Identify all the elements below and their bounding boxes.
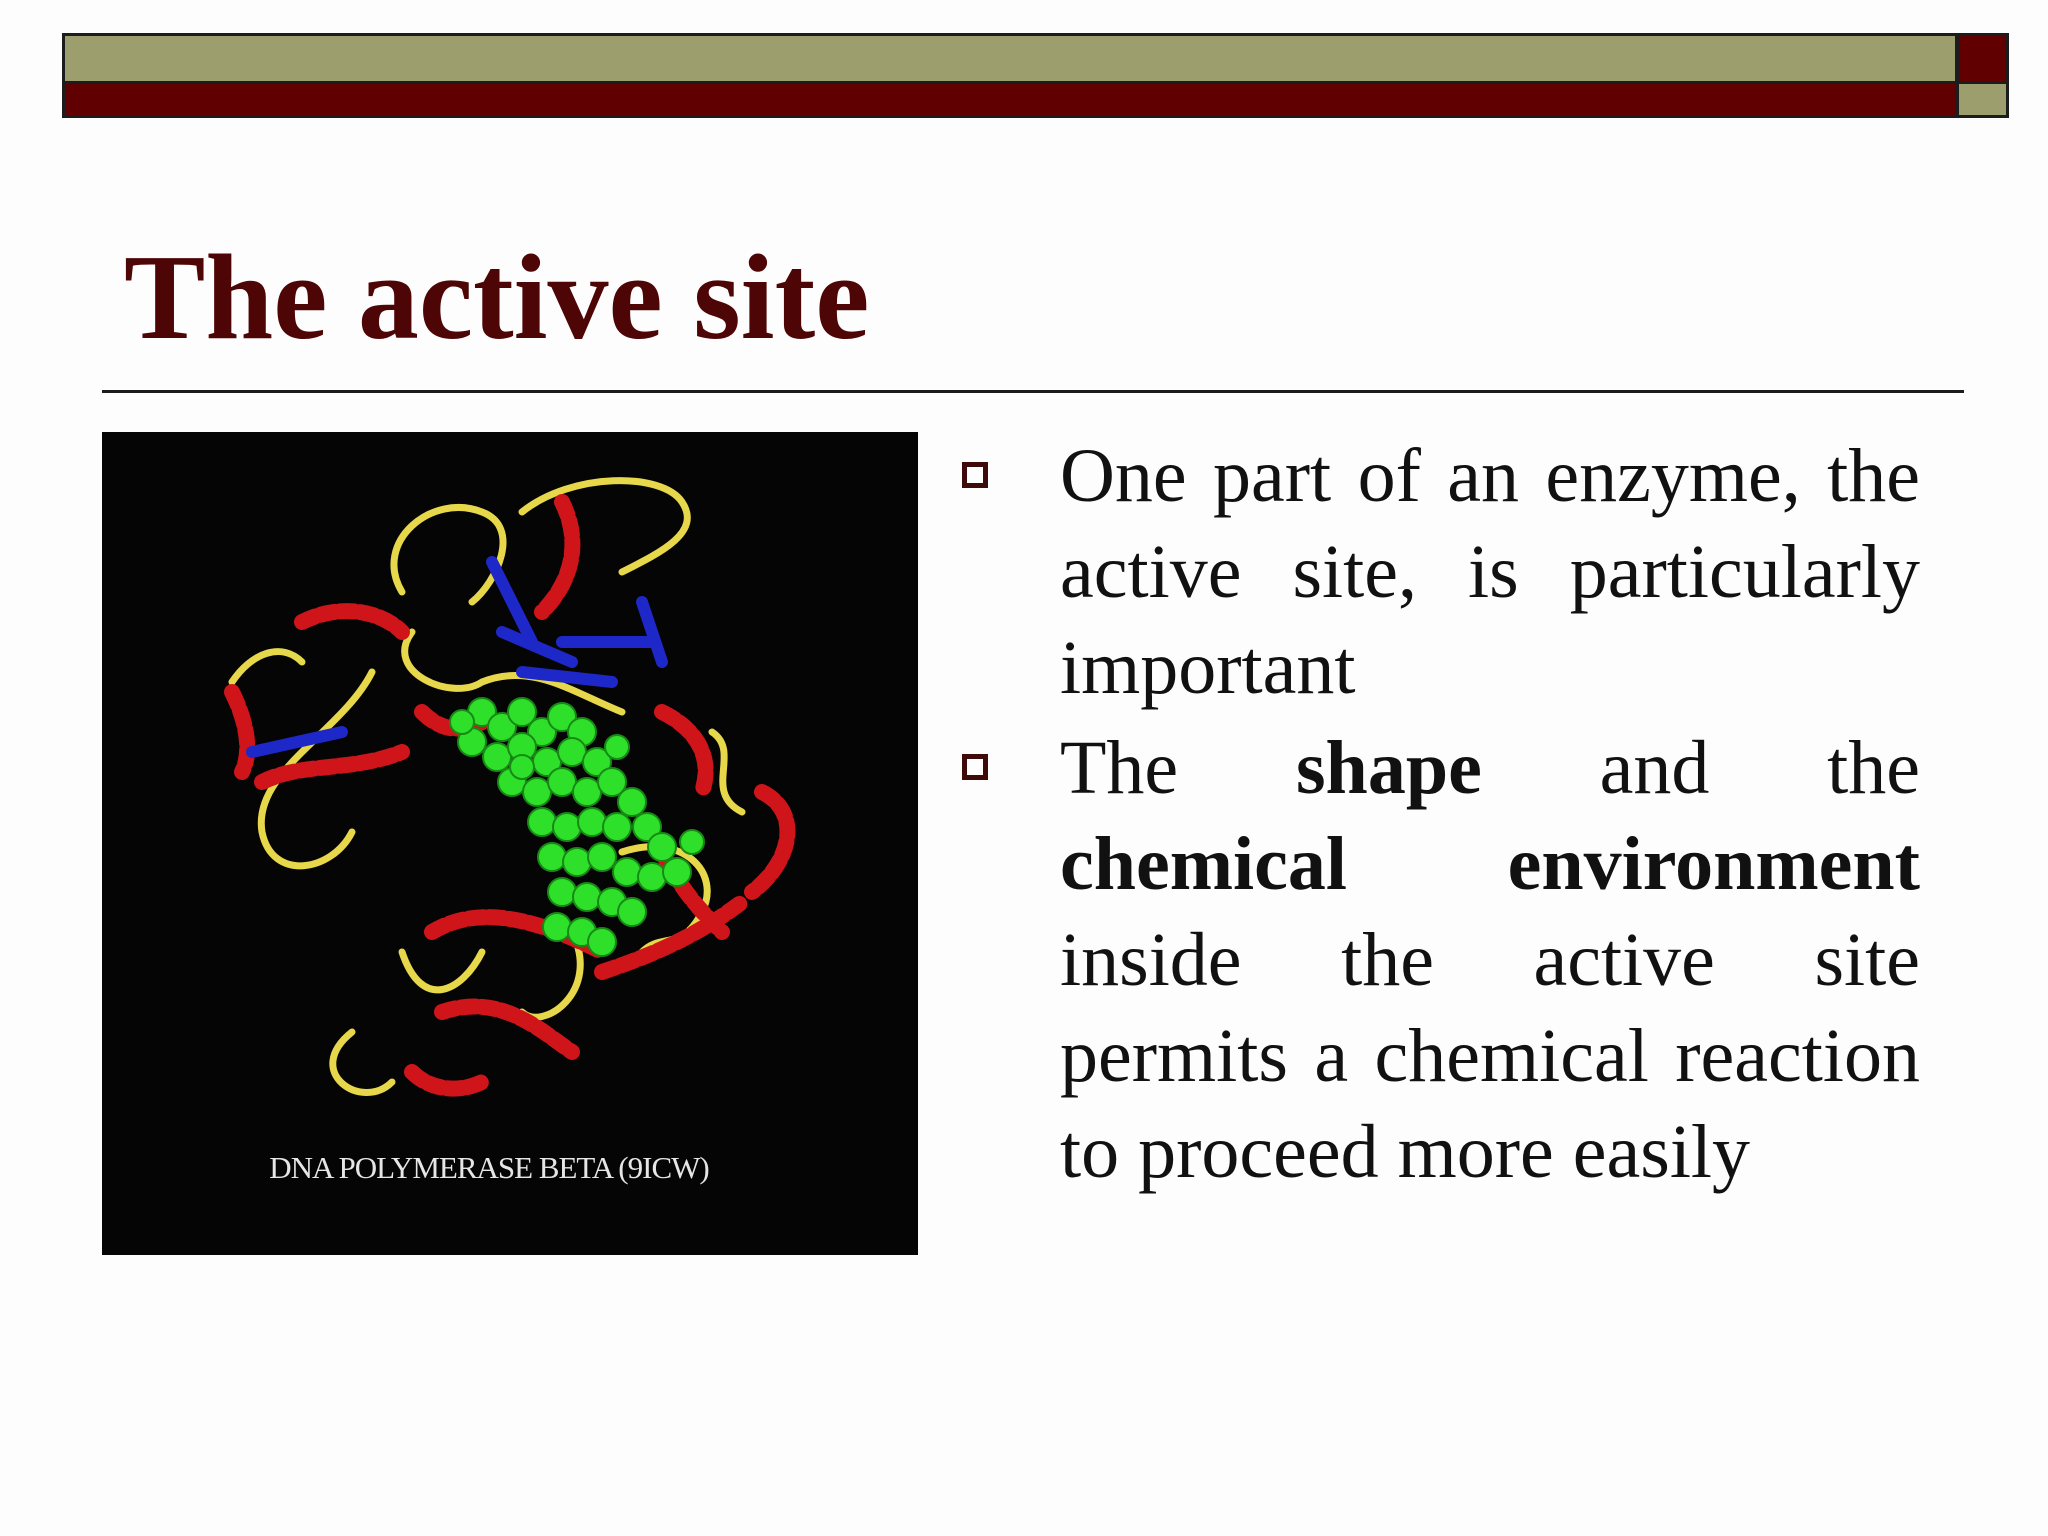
bullet-item [958,428,1920,716]
square-bullet-icon [962,462,988,488]
bullet-list [958,428,1920,1204]
bullet-text-segment-bold: shape [1295,726,1482,810]
title-divider [102,390,1964,393]
header-bar-maroon [62,84,1958,118]
bullet-text-segment: inside the active site permits a chemical reaction to proceed more easily [1060,918,1920,1194]
bullet-text-segment: The [1060,726,1296,810]
bullet-text-segment-bold: chemical environment [1060,822,1920,906]
bullet-text-segment: and the [1481,726,1920,810]
square-bullet-icon [962,754,988,780]
bullet-item [958,720,1920,1200]
header-corner-maroon [1956,33,2009,84]
protein-ribbon-illustration [102,432,918,1255]
header-bar-olive [62,33,1958,84]
protein-structure-image [102,432,918,1255]
slide-title: The active site [124,230,870,365]
bullet-text: One part of an enzyme, the active site, is particularly important [1060,434,1920,710]
header-corner-olive [1956,84,2009,118]
figure-caption: DNA POLYMERASE BETA (9ICW) [269,1150,709,1185]
